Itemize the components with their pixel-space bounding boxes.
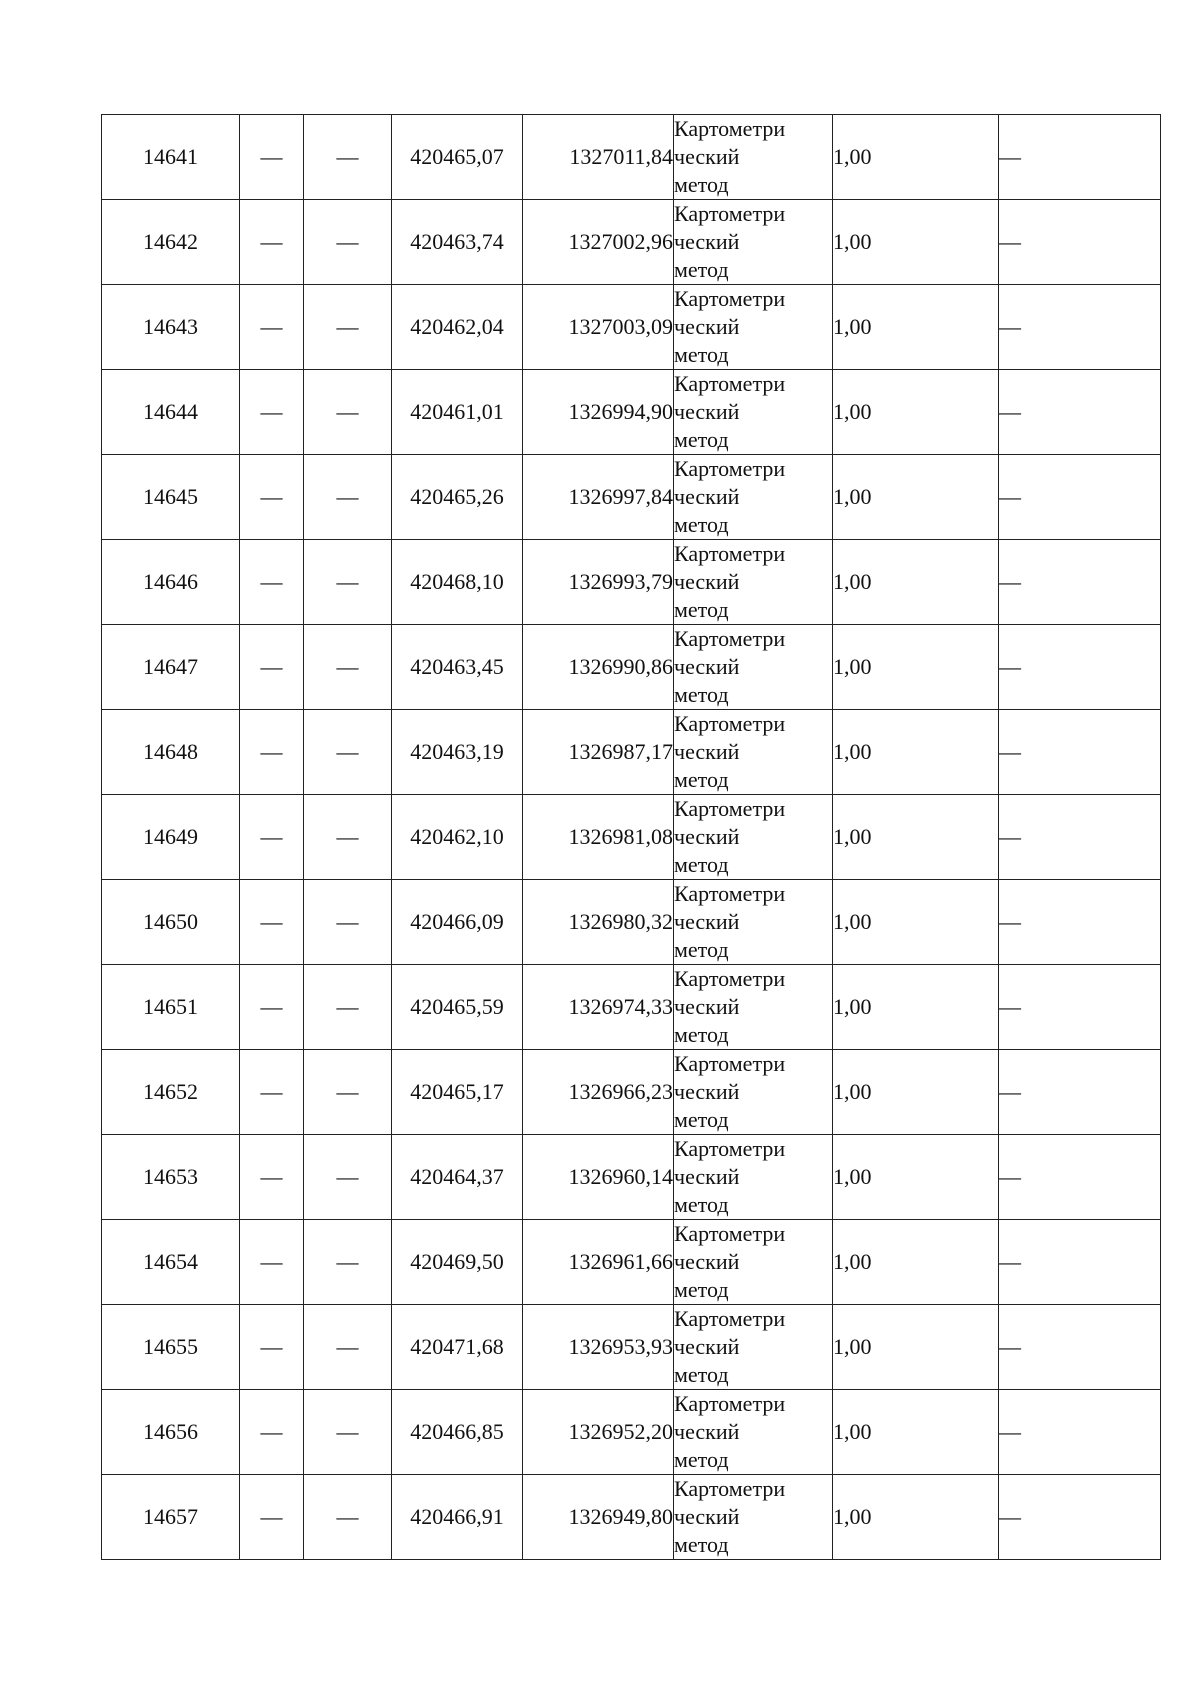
coordinate-y-cell: 1326981,08 — [523, 795, 674, 880]
method-text-line: Картометри — [674, 1051, 786, 1076]
method-text-line: ческий — [674, 1504, 740, 1529]
method-text-line: метод — [674, 767, 729, 792]
coordinate-x-cell: 420464,37 — [392, 1135, 523, 1220]
table-row — [102, 285, 1161, 370]
method-text-line: ческий — [674, 569, 740, 594]
point-number-cell: 14647 — [102, 625, 240, 710]
accuracy-cell: 1,00 — [833, 1305, 999, 1390]
coordinate-x-cell: 420462,10 — [392, 795, 523, 880]
table-row — [102, 1390, 1161, 1475]
description-dash-cell: — — [999, 1305, 1161, 1390]
method-cell — [674, 115, 833, 200]
method-text-line: метод — [674, 172, 729, 197]
method-text-line: Картометри — [674, 286, 786, 311]
coordinate-y-cell: 1326993,79 — [523, 540, 674, 625]
method-text-line: метод — [674, 937, 729, 962]
point-number-cell: 14650 — [102, 880, 240, 965]
empty-dash-cell: — — [304, 1475, 392, 1560]
coordinate-y-cell: 1326952,20 — [523, 1390, 674, 1475]
point-number-cell: 14654 — [102, 1220, 240, 1305]
point-number-cell: 14657 — [102, 1475, 240, 1560]
point-number-cell: 14642 — [102, 200, 240, 285]
description-dash-cell: — — [999, 1135, 1161, 1220]
table-row — [102, 540, 1161, 625]
table-row — [102, 1050, 1161, 1135]
method-cell — [674, 880, 833, 965]
method-text-line: Картометри — [674, 371, 786, 396]
description-dash-cell: — — [999, 285, 1161, 370]
description-dash-cell: — — [999, 965, 1161, 1050]
method-cell — [674, 625, 833, 710]
point-number-cell: 14649 — [102, 795, 240, 880]
description-dash-cell: — — [999, 540, 1161, 625]
method-text-line: Картометри — [674, 966, 786, 991]
coordinate-x-cell: 420465,26 — [392, 455, 523, 540]
empty-dash-cell: — — [240, 795, 304, 880]
coordinate-y-cell: 1326966,23 — [523, 1050, 674, 1135]
method-text-line: метод — [674, 1447, 729, 1472]
method-text-line: ческий — [674, 1079, 740, 1104]
coordinate-x-cell: 420463,45 — [392, 625, 523, 710]
description-dash-cell: — — [999, 1390, 1161, 1475]
method-text-line: метод — [674, 682, 729, 707]
empty-dash-cell: — — [240, 115, 304, 200]
coordinate-x-cell: 420468,10 — [392, 540, 523, 625]
method-text-line: ческий — [674, 739, 740, 764]
method-text-line: метод — [674, 257, 729, 282]
accuracy-cell: 1,00 — [833, 1390, 999, 1475]
method-cell — [674, 285, 833, 370]
description-dash-cell: — — [999, 200, 1161, 285]
point-number-cell: 14656 — [102, 1390, 240, 1475]
method-text-line: Картометри — [674, 1221, 786, 1246]
method-text-line: ческий — [674, 484, 740, 509]
method-text-line: ческий — [674, 314, 740, 339]
table-row — [102, 880, 1161, 965]
empty-dash-cell: — — [240, 1390, 304, 1475]
empty-dash-cell: — — [304, 115, 392, 200]
method-text-line: Картометри — [674, 116, 786, 141]
description-dash-cell: — — [999, 370, 1161, 455]
accuracy-cell: 1,00 — [833, 200, 999, 285]
table-row — [102, 1135, 1161, 1220]
coordinate-x-cell: 420461,01 — [392, 370, 523, 455]
accuracy-cell: 1,00 — [833, 1135, 999, 1220]
empty-dash-cell: — — [304, 710, 392, 795]
coordinate-y-cell: 1326994,90 — [523, 370, 674, 455]
accuracy-cell: 1,00 — [833, 455, 999, 540]
method-text-line: Картометри — [674, 626, 786, 651]
empty-dash-cell: — — [240, 965, 304, 1050]
table-row — [102, 200, 1161, 285]
method-cell — [674, 1135, 833, 1220]
method-text-line: метод — [674, 1532, 729, 1557]
accuracy-cell: 1,00 — [833, 1220, 999, 1305]
table-row — [102, 710, 1161, 795]
coordinate-x-cell: 420465,07 — [392, 115, 523, 200]
empty-dash-cell: — — [240, 540, 304, 625]
method-text-line: метод — [674, 1277, 729, 1302]
empty-dash-cell: — — [240, 1135, 304, 1220]
method-text-line: ческий — [674, 1249, 740, 1274]
method-text-line: ческий — [674, 399, 740, 424]
accuracy-cell: 1,00 — [833, 795, 999, 880]
method-text-line: метод — [674, 512, 729, 537]
accuracy-cell: 1,00 — [833, 1475, 999, 1560]
empty-dash-cell: — — [304, 200, 392, 285]
description-dash-cell: — — [999, 1050, 1161, 1135]
method-text-line: Картометри — [674, 201, 786, 226]
table-body — [102, 115, 1161, 1560]
method-text-line: ческий — [674, 1419, 740, 1444]
table-row — [102, 1475, 1161, 1560]
empty-dash-cell: — — [304, 285, 392, 370]
coordinate-x-cell: 420465,59 — [392, 965, 523, 1050]
table-row — [102, 1220, 1161, 1305]
method-text-line: метод — [674, 427, 729, 452]
method-text-line: ческий — [674, 824, 740, 849]
table-row — [102, 370, 1161, 455]
coordinate-y-cell: 1326987,17 — [523, 710, 674, 795]
empty-dash-cell: — — [240, 880, 304, 965]
method-text-line: метод — [674, 1192, 729, 1217]
method-text-line: Картометри — [674, 881, 786, 906]
method-text-line: метод — [674, 1022, 729, 1047]
empty-dash-cell: — — [304, 1050, 392, 1135]
coordinate-y-cell: 1326980,32 — [523, 880, 674, 965]
coordinate-y-cell: 1326953,93 — [523, 1305, 674, 1390]
coordinate-x-cell: 420466,85 — [392, 1390, 523, 1475]
coordinate-y-cell: 1326961,66 — [523, 1220, 674, 1305]
accuracy-cell: 1,00 — [833, 965, 999, 1050]
description-dash-cell: — — [999, 455, 1161, 540]
coordinate-x-cell: 420466,09 — [392, 880, 523, 965]
method-text-line: метод — [674, 342, 729, 367]
empty-dash-cell: — — [304, 1390, 392, 1475]
method-cell — [674, 795, 833, 880]
accuracy-cell: 1,00 — [833, 370, 999, 455]
method-cell — [674, 1220, 833, 1305]
accuracy-cell: 1,00 — [833, 540, 999, 625]
empty-dash-cell: — — [240, 370, 304, 455]
method-cell — [674, 1305, 833, 1390]
method-text-line: метод — [674, 1362, 729, 1387]
method-cell — [674, 965, 833, 1050]
empty-dash-cell: — — [240, 200, 304, 285]
method-cell — [674, 1390, 833, 1475]
description-dash-cell: — — [999, 1475, 1161, 1560]
method-cell — [674, 1475, 833, 1560]
empty-dash-cell: — — [240, 285, 304, 370]
description-dash-cell: — — [999, 1220, 1161, 1305]
method-text-line: ческий — [674, 229, 740, 254]
method-cell — [674, 540, 833, 625]
empty-dash-cell: — — [240, 1305, 304, 1390]
empty-dash-cell: — — [304, 795, 392, 880]
method-cell — [674, 710, 833, 795]
coordinate-x-cell: 420471,68 — [392, 1305, 523, 1390]
method-text-line: ческий — [674, 909, 740, 934]
coordinate-y-cell: 1327002,96 — [523, 200, 674, 285]
method-text-line: ческий — [674, 654, 740, 679]
point-number-cell: 14651 — [102, 965, 240, 1050]
method-text-line: Картометри — [674, 711, 786, 736]
method-text-line: Картометри — [674, 1476, 786, 1501]
coordinate-y-cell: 1326960,14 — [523, 1135, 674, 1220]
method-text-line: ческий — [674, 1334, 740, 1359]
point-number-cell: 14643 — [102, 285, 240, 370]
method-text-line: Картометри — [674, 456, 786, 481]
coordinate-x-cell: 420463,19 — [392, 710, 523, 795]
table-row — [102, 1305, 1161, 1390]
coordinate-y-cell: 1326990,86 — [523, 625, 674, 710]
method-text-line: ческий — [674, 1164, 740, 1189]
coordinate-x-cell: 420463,74 — [392, 200, 523, 285]
method-text-line: метод — [674, 852, 729, 877]
coordinate-x-cell: 420462,04 — [392, 285, 523, 370]
description-dash-cell: — — [999, 880, 1161, 965]
description-dash-cell: — — [999, 710, 1161, 795]
empty-dash-cell: — — [304, 540, 392, 625]
coordinate-y-cell: 1327003,09 — [523, 285, 674, 370]
point-number-cell: 14648 — [102, 710, 240, 795]
accuracy-cell: 1,00 — [833, 880, 999, 965]
accuracy-cell: 1,00 — [833, 285, 999, 370]
table-row — [102, 795, 1161, 880]
coordinate-x-cell: 420469,50 — [392, 1220, 523, 1305]
method-text-line: Картометри — [674, 1136, 786, 1161]
table-row — [102, 965, 1161, 1050]
empty-dash-cell: — — [304, 880, 392, 965]
empty-dash-cell: — — [304, 1220, 392, 1305]
empty-dash-cell: — — [304, 1305, 392, 1390]
method-cell — [674, 370, 833, 455]
table-row — [102, 115, 1161, 200]
method-text-line: ческий — [674, 144, 740, 169]
empty-dash-cell: — — [240, 1220, 304, 1305]
empty-dash-cell: — — [304, 625, 392, 710]
coordinate-x-cell: 420466,91 — [392, 1475, 523, 1560]
description-dash-cell: — — [999, 795, 1161, 880]
method-cell — [674, 455, 833, 540]
empty-dash-cell: — — [304, 370, 392, 455]
point-number-cell: 14641 — [102, 115, 240, 200]
accuracy-cell: 1,00 — [833, 1050, 999, 1135]
accuracy-cell: 1,00 — [833, 115, 999, 200]
point-number-cell: 14644 — [102, 370, 240, 455]
point-number-cell: 14652 — [102, 1050, 240, 1135]
accuracy-cell: 1,00 — [833, 710, 999, 795]
empty-dash-cell: — — [240, 1475, 304, 1560]
coordinate-y-cell: 1326974,33 — [523, 965, 674, 1050]
description-dash-cell: — — [999, 115, 1161, 200]
empty-dash-cell: — — [240, 1050, 304, 1135]
empty-dash-cell: — — [304, 1135, 392, 1220]
method-text-line: Картометри — [674, 796, 786, 821]
coordinate-y-cell: 1326949,80 — [523, 1475, 674, 1560]
point-number-cell: 14655 — [102, 1305, 240, 1390]
empty-dash-cell: — — [240, 625, 304, 710]
empty-dash-cell: — — [304, 965, 392, 1050]
coordinate-x-cell: 420465,17 — [392, 1050, 523, 1135]
description-dash-cell: — — [999, 625, 1161, 710]
coordinate-y-cell: 1327011,84 — [523, 115, 674, 200]
method-text-line: метод — [674, 597, 729, 622]
method-cell — [674, 1050, 833, 1135]
method-text-line: Картометри — [674, 541, 786, 566]
method-text-line: ческий — [674, 994, 740, 1019]
empty-dash-cell: — — [304, 455, 392, 540]
method-text-line: Картометри — [674, 1306, 786, 1331]
table-row — [102, 625, 1161, 710]
method-cell — [674, 200, 833, 285]
accuracy-cell: 1,00 — [833, 625, 999, 710]
method-text-line: Картометри — [674, 1391, 786, 1416]
coordinate-y-cell: 1326997,84 — [523, 455, 674, 540]
method-text-line: метод — [674, 1107, 729, 1132]
empty-dash-cell: — — [240, 455, 304, 540]
coordinates-table — [101, 114, 1161, 1560]
point-number-cell: 14653 — [102, 1135, 240, 1220]
empty-dash-cell: — — [240, 710, 304, 795]
table-row — [102, 455, 1161, 540]
point-number-cell: 14645 — [102, 455, 240, 540]
point-number-cell: 14646 — [102, 540, 240, 625]
